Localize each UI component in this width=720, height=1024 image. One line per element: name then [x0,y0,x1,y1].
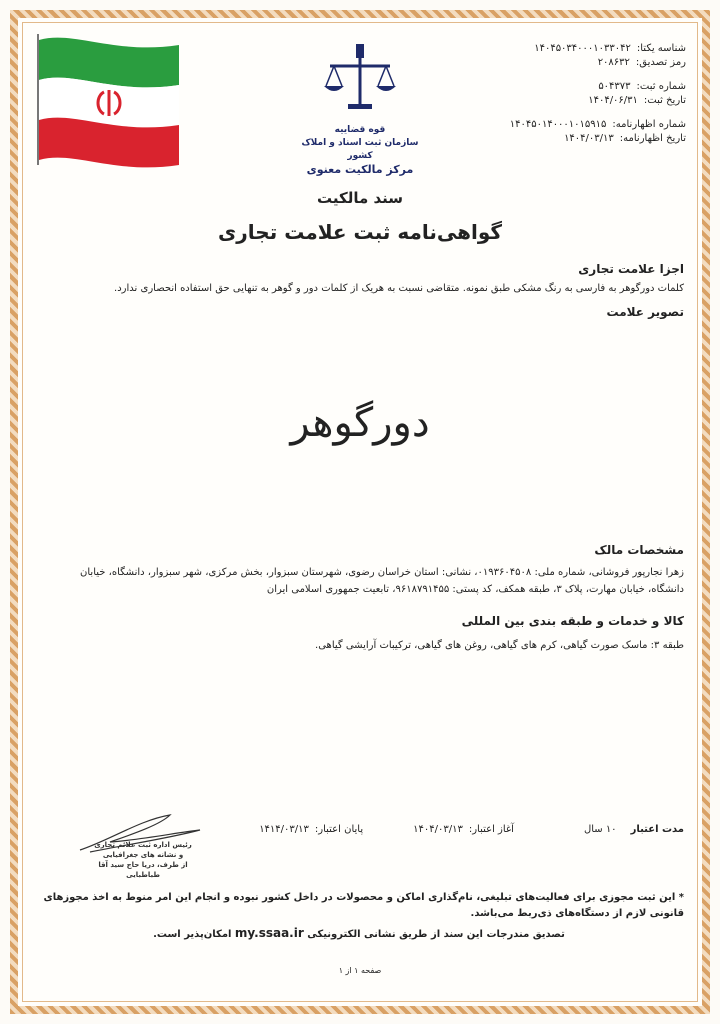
reg-date-label: تاریخ ثبت: [643,95,686,106]
verify-code-label: رمز تصدیق: [635,57,686,68]
verification-note-post: امکان‌پذیر است. [153,929,232,940]
scales-of-justice-icon [320,40,400,120]
goods-text: طبقه ۳: ماسک صورت گیاهی، کرم های گیاهی، روغن های گیاهی، ترکیبات آرایشی گیاهی. [315,640,684,651]
reg-date-value: ۱۴۰۴/۰۶/۳۱ [588,95,638,106]
certificate-meta [426,42,686,146]
certificate-title: گواهی‌نامه ثبت علامت تجاری [217,220,503,244]
owner-text: زهرا نجارپور فروشانی، شماره ملی: ۰۱۹۳۶۰۴۵۰۸، نشانی: استان خراسان رضوی، شهرستان سبزوار، بخش مرکزی، شهر سبزوار، دانشگاه، خیابان دانشگاه، خیابان مهارت، پلاک ۳، طبقه همکف، کد پستی: ۹۶۱۸۷۹۱۴۵۵، تابعیت جمهوری اسلامی ایران [80,567,684,595]
decl-no-value: ۱۴۰۴۵۰۱۴۰۰۰۱۰۱۵۹۱۵ [509,119,607,130]
document-title: سند مالکیت [316,189,404,207]
goods-heading: کالا و خدمات و طبقه بندی بین المللی [461,614,684,628]
decl-date-value: ۱۴۰۴/۰۳/۱۳ [564,133,614,144]
signature-line-3: از طرف، دریا حاج سید آقا طباطبایی [98,861,188,879]
decl-date-label: تاریخ اظهارنامه: [619,133,686,144]
org-line-3: مرکز مالکیت معنوی [306,163,414,176]
verify-code-value: ۲۰۸۶۳۲ [597,57,630,68]
signature-line-2: و نشانه های جغرافیایی [102,851,184,859]
verification-note-pre: تصدیق مندرجات این سند از طریق نشانی الکترونیکی [307,929,565,940]
unique-id-label: شناسه یکتا: [636,43,686,54]
decl-no-label: شماره اظهارنامه: [612,119,686,130]
duration-value: ۱۰ سال [583,824,617,835]
page-number: صفحه ۱ از ۱ [338,966,382,975]
verification-url[interactable]: my.ssaa.ir [234,926,304,940]
components-text: کلمات دورگوهر به فارسی به رنگ مشکی طبق نمونه. متقاضی نسبت به هریک از کلمات دور و گوهر به تنهایی حق استفاده انحصاری ندارد. [114,283,684,294]
start-value: ۱۴۰۴/۰۳/۱۳ [413,824,463,835]
org-line-1: قوه قضاییه [334,125,386,135]
unique-id-value: ۱۴۰۴۵۰۳۴۰۰۰۱۰۳۳۰۴۲ [534,43,631,54]
verification-note [34,925,684,943]
end-value: ۱۴۱۴/۰۳/۱۳ [259,824,309,835]
iran-flag-icon [34,30,184,180]
mark-image-heading: تصویر علامت [606,305,684,319]
trademark-image: دورگوهر [290,400,430,446]
legal-note: * این ثبت مجوزی برای فعالیت‌های تبلیغی، نام‌گذاری اماکن و محصولات در داخل کشور نبوده و انجام این امر منوط به اخذ مجوزهای قانونی لازم از دستگاه‌های ذی‌ربط می‌باشد. [43,892,684,919]
judiciary-emblem [300,40,420,176]
duration-label: مدت اعتبار [630,824,684,835]
owner-heading: مشخصات مالک [594,543,684,557]
signature-text [88,840,198,880]
end-label: پایان اعتبار: [314,824,364,835]
org-line-2: سازمان ثبت اسناد و املاک کشور [301,138,419,161]
reg-no-label: شماره ثبت: [636,81,686,92]
components-heading: اجزا علامت تجاری [578,262,684,276]
start-label: آغاز اعتبار: [468,824,514,835]
reg-no-value: ۵۰۴۳۷۳ [598,81,631,92]
signature-line-1: رئیس اداره ثبت علائم تجاری [94,841,192,849]
